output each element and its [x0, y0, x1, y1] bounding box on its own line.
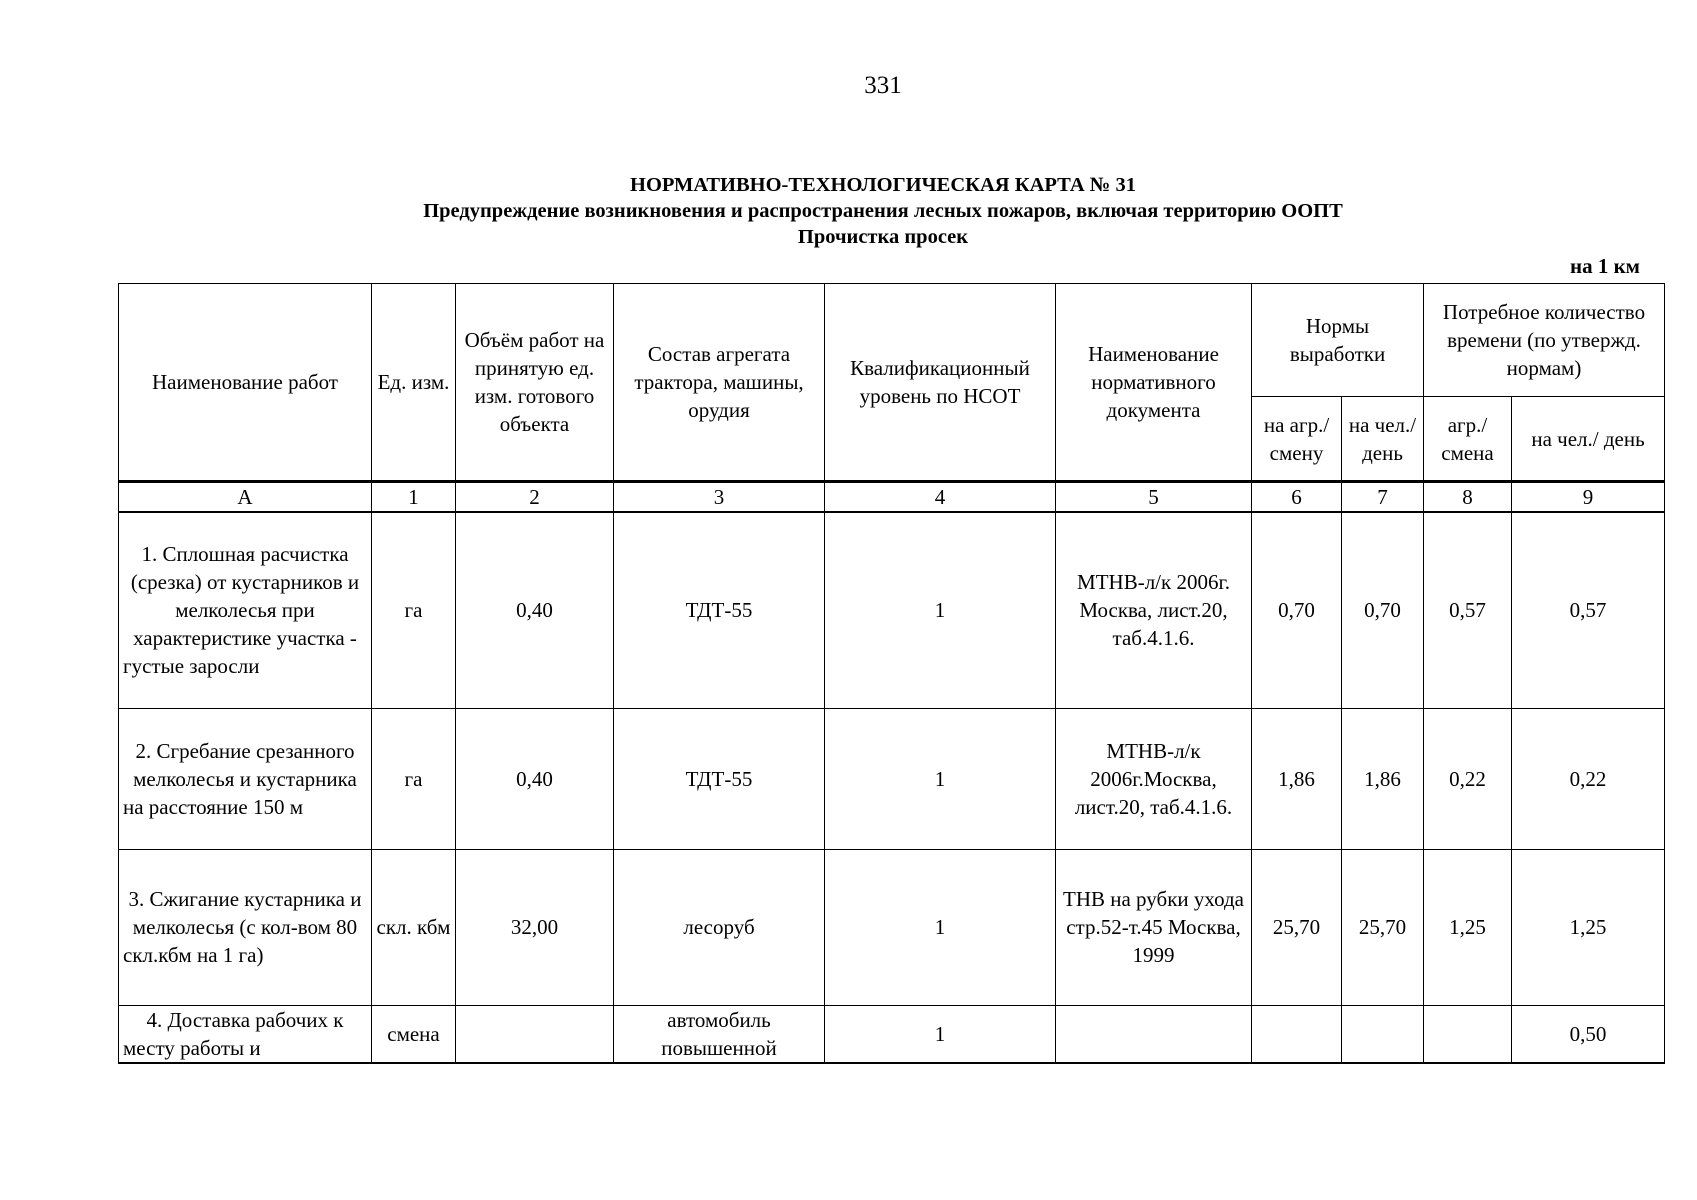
table-row [119, 1005, 1665, 1063]
norm-agg-cell: 0,70 [1252, 512, 1342, 708]
qualification-cell: 1 [825, 1005, 1056, 1063]
document-cell: ТНВ на рубки ухода стр.52-т.45 Москва, 1999 [1056, 849, 1252, 1005]
header-time-per-person: на чел./ день [1512, 397, 1665, 482]
column-number: 9 [1512, 482, 1665, 513]
column-number: 1 [372, 482, 456, 513]
norm-agg-cell: 25,70 [1252, 849, 1342, 1005]
header-row-1 [119, 284, 1665, 397]
aggregate-cell: автомобиль повышенной [614, 1005, 825, 1063]
time-person-cell: 0,57 [1512, 512, 1665, 708]
column-number: 7 [1342, 482, 1424, 513]
work-name-cell: 4. Доставка рабочих к месту работы и [119, 1005, 372, 1063]
time-person-cell: 0,22 [1512, 708, 1665, 849]
column-number: 6 [1252, 482, 1342, 513]
aggregate-cell: ТДТ-55 [614, 512, 825, 708]
header-qualification: Квалификационный уровень по НСОТ [825, 284, 1056, 482]
column-number: А [119, 482, 372, 513]
time-agg-cell: 1,25 [1424, 849, 1512, 1005]
norm-person-cell: 0,70 [1342, 512, 1424, 708]
table-row [119, 708, 1665, 849]
unit-note: на 1 км [1569, 254, 1640, 278]
header-document: Наименование нормативного документа [1056, 284, 1252, 482]
time-agg-cell [1424, 1005, 1512, 1063]
volume-cell: 32,00 [456, 849, 614, 1005]
column-number: 3 [614, 482, 825, 513]
volume-cell [456, 1005, 614, 1063]
title-block [0, 172, 1697, 250]
document-title: НОРМАТИВНО-ТЕХНОЛОГИЧЕСКАЯ КАРТА № 31 [630, 174, 1136, 196]
header-norms-per-person: на чел./ день [1342, 397, 1424, 482]
document-section-title: Прочистка просек [797, 226, 969, 248]
work-name-cell: 2. Сгребание срезанного мелколесья и кустарника на расстояние 150 м [119, 708, 372, 849]
document-subtitle: Предупреждение возникновения и распространения лесных пожаров, включая территорию ООПТ [423, 200, 1343, 222]
qualification-cell: 1 [825, 849, 1056, 1005]
volume-cell: 0,40 [456, 708, 614, 849]
unit-cell: га [372, 512, 456, 708]
header-norms-per-agg: на агр./ смену [1252, 397, 1342, 482]
time-agg-cell: 0,22 [1424, 708, 1512, 849]
aggregate-cell: лесоруб [614, 849, 825, 1005]
header-unit: Ед. изм. [372, 284, 456, 482]
column-number: 8 [1424, 482, 1512, 513]
norm-table [118, 283, 1665, 1064]
header-volume: Объём работ на принятую ед. изм. готового объекта [456, 284, 614, 482]
document-cell: МТНВ-л/к 2006г.Москва, лист.20, таб.4.1.6. [1056, 708, 1252, 849]
qualification-cell: 1 [825, 512, 1056, 708]
norm-person-cell: 1,86 [1342, 708, 1424, 849]
time-person-cell: 0,50 [1512, 1005, 1665, 1063]
header-work-name: Наименование работ [119, 284, 372, 482]
page-number: 331 [864, 72, 902, 99]
column-numbering-row [119, 482, 1665, 513]
work-name-cell: 1. Сплошная расчистка (срезка) от кустарников и мелколесья при характеристике участка - густые заросли [119, 512, 372, 708]
unit-cell: скл. кбм [372, 849, 456, 1005]
volume-cell: 0,40 [456, 512, 614, 708]
table-row [119, 849, 1665, 1005]
column-number: 2 [456, 482, 614, 513]
column-number: 5 [1056, 482, 1252, 513]
norm-person-cell: 25,70 [1342, 849, 1424, 1005]
norm-person-cell [1342, 1005, 1424, 1063]
header-time-per-agg: агр./ смена [1424, 397, 1512, 482]
header-time-group: Потребное количество времени (по утвержд. нормам) [1424, 284, 1665, 397]
table-row [119, 512, 1665, 708]
document-cell: МТНВ-л/к 2006г. Москва, лист.20, таб.4.1.6. [1056, 512, 1252, 708]
aggregate-cell: ТДТ-55 [614, 708, 825, 849]
column-number: 4 [825, 482, 1056, 513]
work-name-cell: 3. Сжигание кустарника и мелколесья (с кол-вом 80 скл.кбм на 1 га) [119, 849, 372, 1005]
norm-agg-cell: 1,86 [1252, 708, 1342, 849]
unit-cell: га [372, 708, 456, 849]
header-norms-group: Нормы выработки [1252, 284, 1424, 397]
norm-agg-cell [1252, 1005, 1342, 1063]
header-aggregate: Состав агрегата трактора, машины, орудия [614, 284, 825, 482]
unit-cell: смена [372, 1005, 456, 1063]
document-cell [1056, 1005, 1252, 1063]
time-agg-cell: 0,57 [1424, 512, 1512, 708]
qualification-cell: 1 [825, 708, 1056, 849]
time-person-cell: 1,25 [1512, 849, 1665, 1005]
